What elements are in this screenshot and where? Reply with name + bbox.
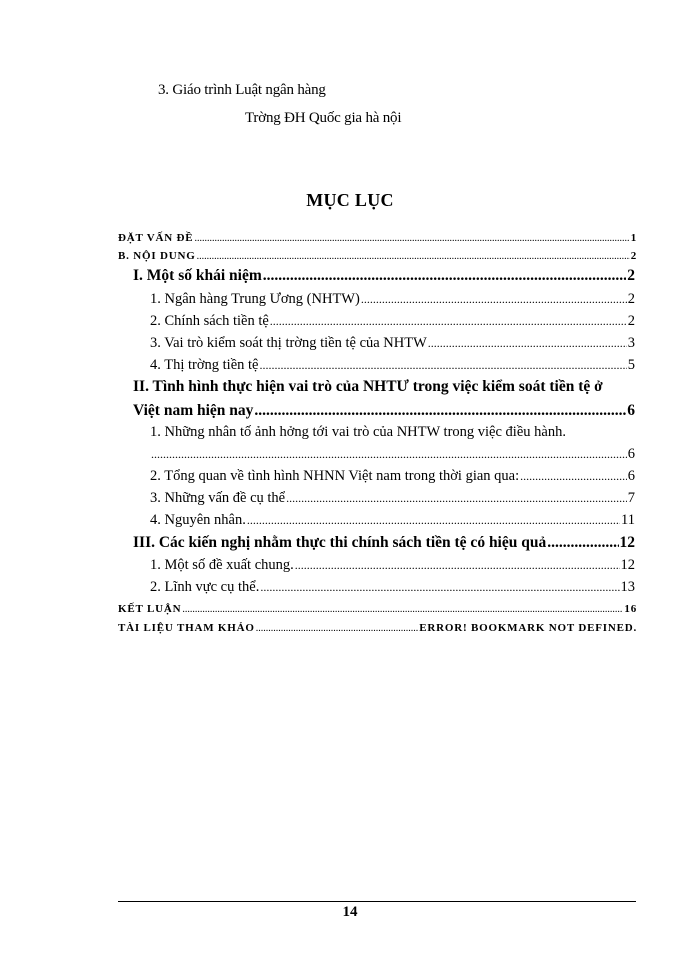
- toc-entry-1-2[interactable]: [150, 313, 635, 330]
- toc-entry-ket-luan[interactable]: [118, 603, 637, 615]
- toc-entry-noi-dung[interactable]: [118, 250, 637, 262]
- page-number: 14: [342, 904, 358, 920]
- toc-entry-label: 2. Tổng quan về tình hình NHNN Việt nam trong thời gian qua:: [150, 468, 520, 484]
- toc-entry-3-1[interactable]: [150, 557, 635, 574]
- toc-entry-page: 2: [627, 291, 635, 307]
- toc-entry-section-2[interactable]: [133, 402, 635, 420]
- toc-entry-dat-van-de[interactable]: [118, 232, 637, 244]
- toc-entry-label: 4. Thị trờng tiền tệ: [150, 357, 259, 373]
- toc-entry-2-3[interactable]: [150, 490, 635, 507]
- toc-entry-label: ĐẶT VẤN ĐỀ: [118, 232, 194, 244]
- footer-divider: [118, 901, 636, 902]
- toc-entry-label: TÀI LIỆU THAM KHẢO: [118, 622, 255, 634]
- toc-entry-label: III. Các kiến nghị nhằm thực thi chính sách tiền tệ có hiệu quả: [133, 534, 547, 551]
- toc-entry-label: Việt nam hiện nay: [133, 402, 254, 419]
- toc-entry-2-1[interactable]: [150, 446, 635, 463]
- toc-entry-page: 2: [627, 267, 635, 284]
- toc-entry-page: 16: [624, 603, 637, 615]
- toc-entry-label: 3. Những vấn đề cụ thể: [150, 490, 286, 506]
- toc-entry-page: 3: [627, 335, 635, 351]
- toc-entry-section-1[interactable]: [133, 267, 635, 285]
- toc-entry-label: I. Một số khái niệm: [133, 267, 262, 284]
- toc-entry-page: 7: [627, 490, 635, 506]
- toc-entry-label: 1. Ngân hàng Trung Ương (NHTW): [150, 291, 360, 307]
- toc-entry-1-1[interactable]: [150, 291, 635, 308]
- toc-entry-tai-lieu[interactable]: [118, 622, 637, 634]
- toc-entry-label: 2. Chính sách tiền tệ: [150, 313, 269, 329]
- toc-entry-2-4[interactable]: [150, 512, 635, 529]
- toc-entry-page: 6: [627, 468, 635, 484]
- toc-entry-page: 2: [630, 250, 637, 262]
- toc-entry-3-2[interactable]: [150, 579, 635, 596]
- toc-entry-1-4[interactable]: [150, 357, 635, 374]
- toc-entry-page: 2: [627, 313, 635, 329]
- toc-entry-page: 5: [627, 357, 635, 373]
- toc-entry-page: 6: [627, 446, 635, 462]
- toc-entry-section-2-line1[interactable]: II. Tình hình thực hiện vai trò của NHTƯ trong việc kiểm soát tiền tệ ở: [133, 378, 603, 395]
- toc-entry-label: 1. Một số đề xuất chung.: [150, 557, 294, 573]
- toc-entry-page: 12: [619, 534, 635, 551]
- toc-entry-page: 12: [620, 557, 635, 573]
- toc-entry-page: 13: [620, 579, 635, 595]
- reference-publisher: Trờng ĐH Quốc gia hà nội: [245, 110, 402, 126]
- toc-entry-section-3[interactable]: [133, 534, 635, 552]
- toc-entry-page: ERROR! BOOKMARK NOT DEFINED.: [419, 622, 637, 634]
- toc-entry-label: KẾT LUẬN: [118, 603, 182, 615]
- toc-entry-1-3[interactable]: [150, 335, 635, 352]
- toc-entry-page: 6: [627, 402, 635, 419]
- toc-entry-label: B. NỘI DUNG: [118, 250, 196, 262]
- reference-item-3: 3. Giáo trình Luật ngân hàng: [158, 82, 326, 98]
- toc-entry-label: 3. Vai trò kiểm soát thị trờng tiền tệ của NHTW: [150, 335, 427, 351]
- toc-entry-label: 2. Lĩnh vực cụ thể.: [150, 579, 260, 595]
- toc-entry-2-1-line1[interactable]: 1. Những nhân tố ảnh hởng tới vai trò của NHTW trong việc điều hành.: [150, 424, 566, 440]
- toc-entry-page: 1: [630, 232, 637, 244]
- toc-entry-label: 4. Nguyên nhân.: [150, 512, 246, 528]
- toc-entry-2-2[interactable]: [150, 468, 635, 485]
- toc-title: MỤC LỤC: [306, 190, 394, 210]
- toc-entry-page: 11: [621, 512, 635, 528]
